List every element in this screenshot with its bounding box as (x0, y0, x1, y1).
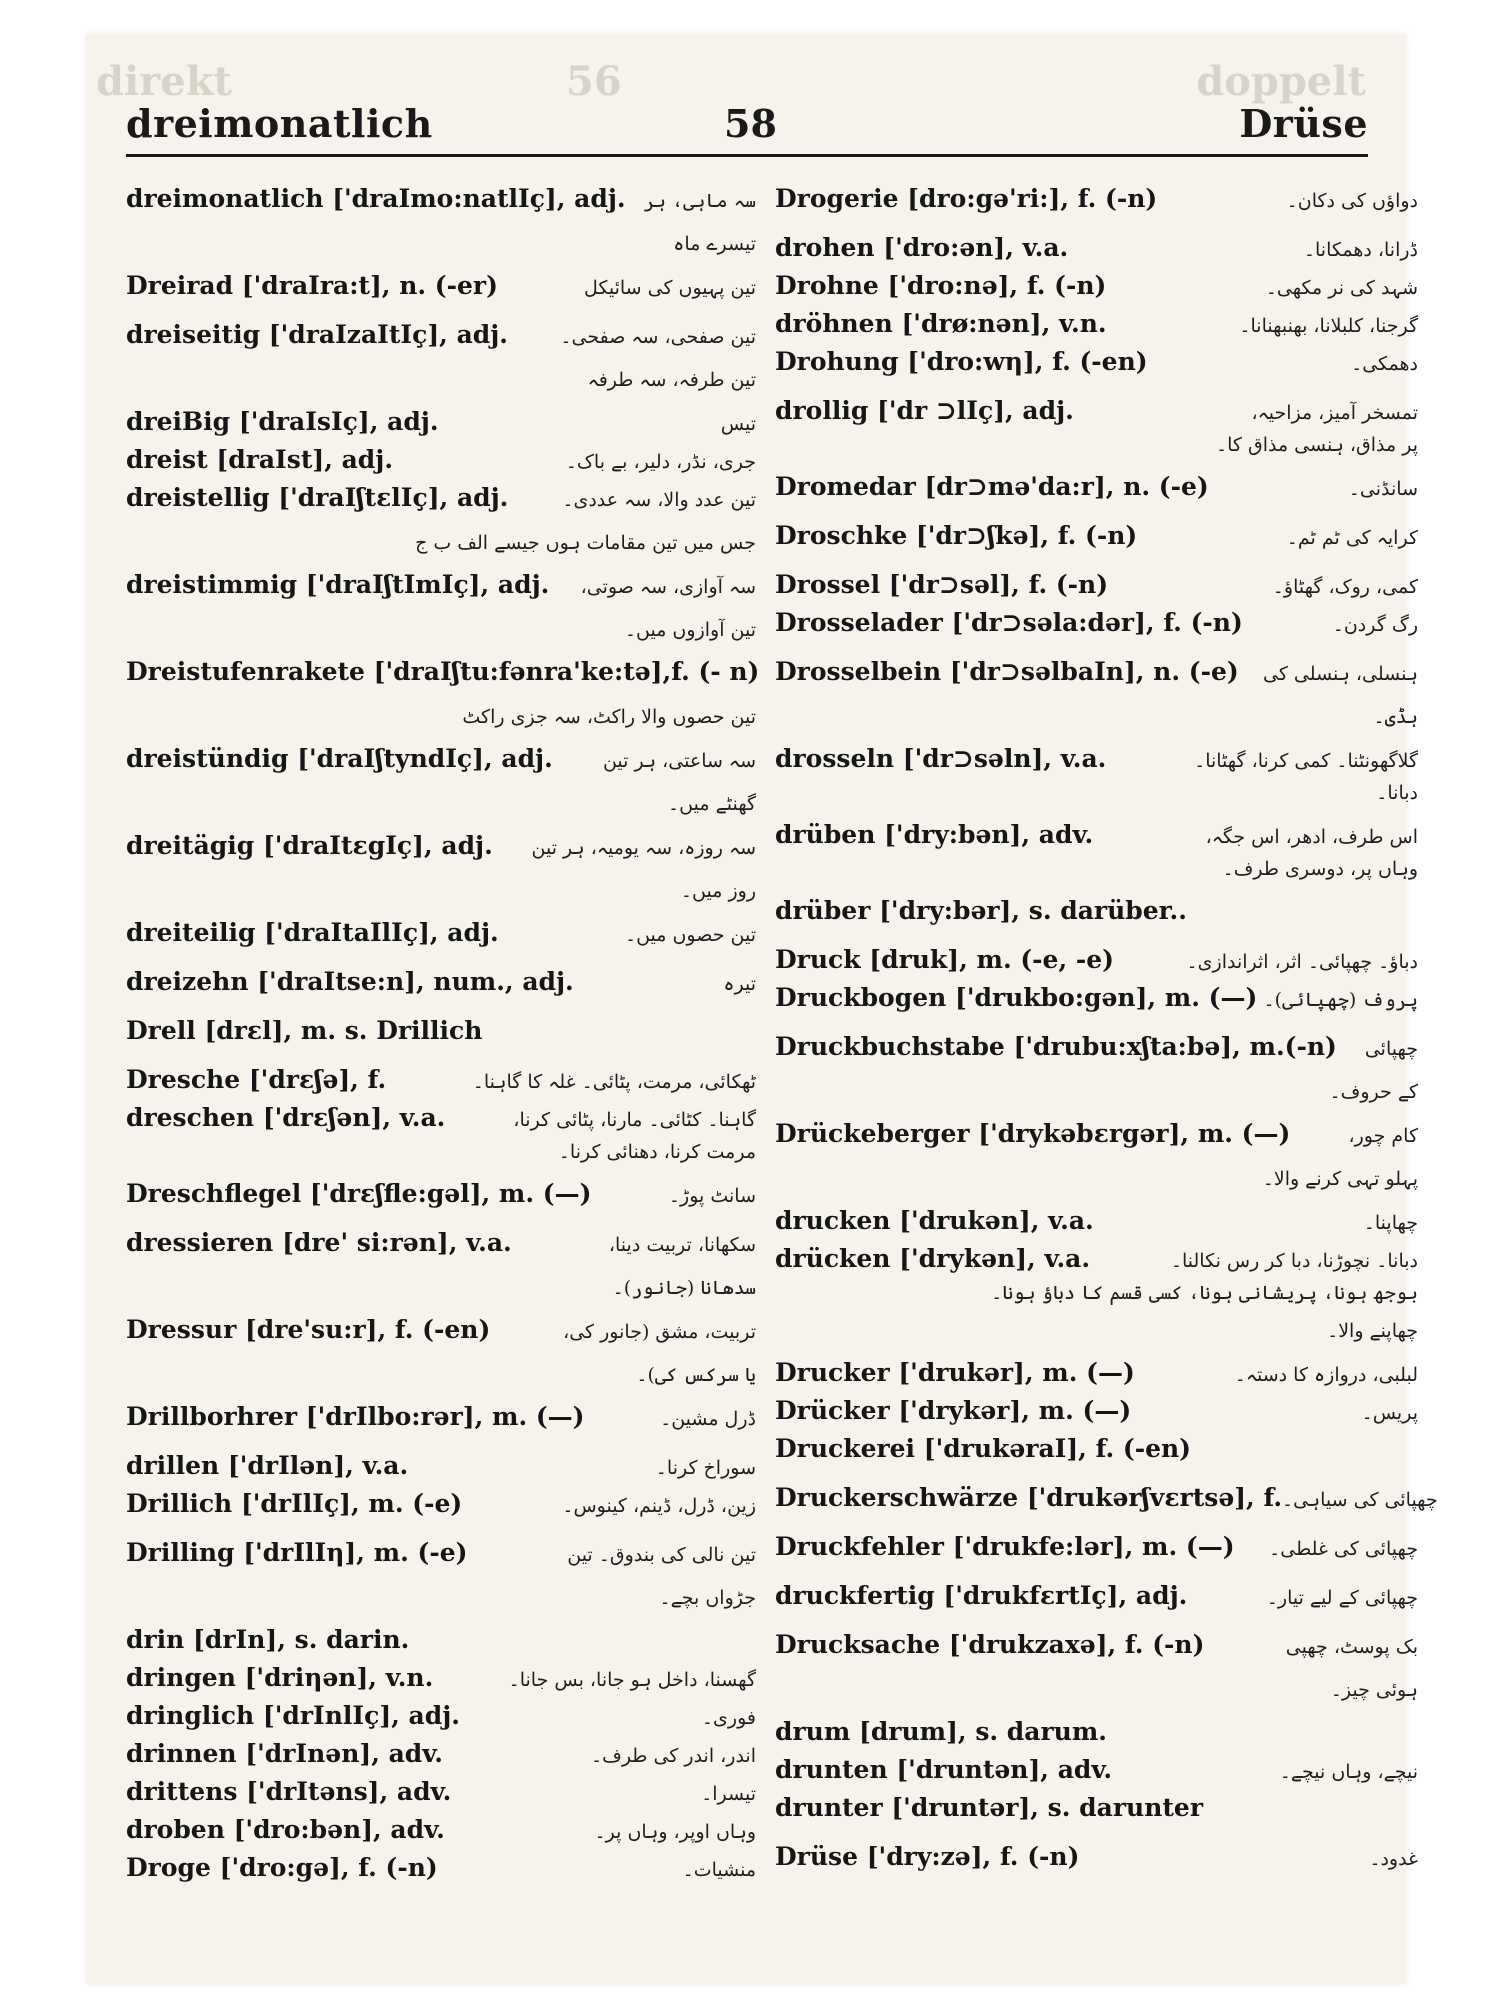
dictionary-entry (126, 744, 756, 793)
dictionary-entry (126, 1402, 756, 1451)
dictionary-entry (775, 1717, 1418, 1755)
dictionary-entry (775, 1244, 1418, 1282)
entry-translation: چھپائی کے لیے تیار۔ (1266, 1587, 1418, 1609)
entry-headword: Drosselbein ['dr⊃səlbaIn], n. (-e) (775, 657, 1239, 686)
dictionary-entry (775, 1581, 1418, 1630)
entry-headword: drinnen ['drInən], adv. (126, 1739, 444, 1768)
entry-translation: کرایہ کی ٹم ٹم۔ (1286, 527, 1418, 549)
entry-headword: Druckfehler ['drukfe:lər], m. (—) (775, 1532, 1235, 1561)
entry-translation: تین نالی کی بندوق۔ تین (567, 1544, 756, 1566)
guide-word-left: dreimonatlich (126, 101, 433, 146)
entry-headword: drin [drIn], s. darin. (126, 1625, 410, 1654)
entry-headword: drosseln ['dr⊃səln], v.a. (775, 744, 1107, 773)
dictionary-entry (775, 1842, 1418, 1880)
entry-translation: منشیات۔ (682, 1859, 756, 1881)
dictionary-entry (126, 967, 756, 1016)
entry-translation: سہ ماہی، ہر (643, 190, 756, 212)
entry-headword: Druckerschwärze ['drukərʃvεrtsə], f. (775, 1483, 1283, 1512)
dictionary-entry (775, 1358, 1418, 1396)
entry-translation: گرجنا، کلبلانا، بھنبھنانا۔ (1239, 315, 1418, 337)
entry-translation: وہاں اوپر، وہاں پر۔ (594, 1821, 756, 1843)
entry-translation: نیچے، وہاں نیچے۔ (1279, 1761, 1418, 1783)
entry-headword: Dresche ['drεʃə], f. (126, 1065, 387, 1094)
dictionary-entry (775, 472, 1418, 521)
dictionary-entry (775, 1630, 1418, 1679)
entry-headword: dreistellig ['draIʃtεlIç], adj. (126, 483, 509, 512)
dictionary-entry (775, 271, 1418, 309)
dictionary-entry (126, 1489, 756, 1538)
page-header (126, 92, 1368, 154)
entry-headword: drucken ['drukən], v.a. (775, 1206, 1094, 1235)
entry-translation-continued: پر مذاق، ہنسی مذاق کا۔ (1215, 434, 1418, 456)
entry-translation: چھپائی (1364, 1038, 1418, 1060)
dictionary-entry (126, 1315, 756, 1364)
entry-headword: dreitägig ['draItεgIç], adj. (126, 831, 493, 860)
entry-translation: تین صفحی، سہ صفحی۔ (560, 326, 756, 348)
entry-translation: ڈرانا، دھمکانا۔ (1303, 239, 1418, 261)
dictionary-entry (126, 483, 756, 532)
entry-headword: dressieren [dre' si:rən], v.a. (126, 1228, 512, 1257)
entry-translation: تربیت، مشق (جانور کی، (563, 1321, 756, 1343)
dictionary-entry (775, 896, 1418, 945)
dictionary-entry (775, 1532, 1418, 1581)
entry-translation-continued: یا سرکس کی)۔ (636, 1364, 756, 1386)
entry-translation: دھمکی۔ (1351, 353, 1418, 375)
page-number: 58 (724, 101, 777, 146)
entry-translation-continued: جس میں تین مقامات ہوں جیسے الف ب ج (415, 532, 756, 554)
entry-translation: فوری۔ (701, 1707, 756, 1729)
dictionary-entry (775, 521, 1418, 570)
entry-headword: dreimonatlich ['draImo:natlIç], adj. (126, 184, 626, 213)
entry-translation: سانڈنی۔ (1348, 478, 1418, 500)
dictionary-entry (126, 918, 756, 967)
entry-headword: Druckbogen ['drukbo:gən], m. (—) (775, 983, 1258, 1012)
entry-translation: تیرہ (723, 973, 756, 995)
entry-headword: dreistündig ['draIʃtyndIç], adj. (126, 744, 553, 773)
dictionary-entry (126, 320, 756, 369)
right-column (775, 184, 1438, 1880)
entry-headword: Druckerei ['drukəraI], f. (-en) (775, 1434, 1191, 1463)
entry-headword: dreiseitig ['draIzaItIç], adj. (126, 320, 509, 349)
entry-headword: Drucksache ['drukzaxə], f. (-n) (775, 1630, 1205, 1659)
entry-headword: Drogerie [dro:gə'ri:], f. (-n) (775, 184, 1158, 213)
entry-translation: پریس۔ (1361, 1402, 1418, 1424)
dictionary-entry (775, 657, 1418, 706)
entry-translation-continued: تیسرے ماہ (673, 233, 756, 255)
entry-translation-continued: تین حصوں والا راکٹ، سہ جزی راکٹ (462, 706, 756, 728)
entry-headword: drohen ['dro:ən], v.a. (775, 233, 1069, 262)
dictionary-entry (775, 1119, 1418, 1168)
dictionary-entry (126, 1663, 756, 1701)
dictionary-entry (126, 1701, 756, 1739)
dictionary-entry (775, 1396, 1418, 1434)
entry-headword: druckfertig ['drukfεrtIç], adj. (775, 1581, 1188, 1610)
dictionary-entry (126, 1538, 756, 1587)
dictionary-entry (775, 983, 1418, 1032)
bleed-through-left: direkt (96, 58, 232, 105)
dictionary-entry (775, 347, 1418, 396)
dictionary-entry (775, 396, 1418, 434)
dictionary-entry (775, 1434, 1418, 1483)
guide-word-right: Drüse (1239, 101, 1368, 146)
entry-translation: تین عدد والا، سہ عددی۔ (562, 489, 756, 511)
entry-translation: سانٹ پوڑ۔ (668, 1185, 756, 1207)
dictionary-entry (775, 608, 1418, 657)
entry-translation-continued: ہوئی چیز۔ (1330, 1679, 1418, 1701)
entry-translation: جری، نڈر، دلیر، بے باک۔ (565, 451, 756, 473)
dictionary-entry (126, 1103, 756, 1141)
entry-headword: Drucker ['drukər], m. (—) (775, 1358, 1135, 1387)
entry-translation: چھپائی کی غلطی۔ (1269, 1538, 1418, 1560)
entry-headword: Drüse ['dry:zə], f. (-n) (775, 1842, 1080, 1871)
entry-headword: Drosselader ['dr⊃səla:dər], f. (-n) (775, 608, 1243, 637)
entry-translation-continued: جڑواں بچے۔ (659, 1587, 756, 1609)
entry-translation: سہ ساعتی، ہر تین (602, 750, 756, 772)
entry-headword: dringen ['driηən], v.n. (126, 1663, 434, 1692)
dictionary-entry (126, 1853, 756, 1891)
entry-translation-continued: ہڈی۔ (1373, 706, 1418, 728)
entry-translation: سہ روزہ، سہ یومیہ، ہر تین (531, 837, 756, 859)
dictionary-entry (775, 184, 1418, 233)
entry-headword: drittens ['drItəns], adv. (126, 1777, 452, 1806)
entry-translation: دبانا۔ نچوڑنا، دبا کر رس نکالنا۔ (1170, 1250, 1418, 1272)
dictionary-entry (775, 1483, 1438, 1532)
dictionary-entry (126, 1815, 756, 1853)
entry-translation-continued: بوجھ ہونا، پریشانی ہونا، کسی قسم کا دباؤ ہونا۔ (991, 1282, 1418, 1304)
entry-headword: drücken ['drykən], v.a. (775, 1244, 1091, 1273)
entry-headword: Dressur [dre'su:r], f. (-en) (126, 1315, 491, 1344)
entry-headword: Drillborhrer ['drIlbo:rər], m. (—) (126, 1402, 585, 1431)
dictionary-entry (775, 744, 1418, 782)
entry-headword: drollig ['dr ⊃lIç], adj. (775, 396, 1074, 425)
dictionary-entry (126, 407, 756, 445)
entry-translation: کام چور، (1348, 1125, 1418, 1147)
dictionary-entry (775, 945, 1418, 983)
dictionary-entry (126, 657, 760, 706)
entry-translation: اس طرف، ادھر، اس جگہ، (1205, 826, 1418, 848)
dictionary-entry (126, 1179, 756, 1228)
entry-headword: Druck [druk], m. (-e, -e) (775, 945, 1114, 974)
entry-translation: چھپائی کی سیاہی۔ (1282, 1489, 1438, 1511)
entry-translation: گاہنا۔ کٹائی۔ مارنا، پٹائی کرنا، (513, 1109, 756, 1131)
entry-headword: Drohung ['dro:wη], f. (-en) (775, 347, 1148, 376)
entry-translation-continued: سدھانا (جانور)۔ (612, 1277, 756, 1299)
entry-headword: drillen ['drIlən], v.a. (126, 1451, 409, 1480)
entry-headword: dreizehn ['draItse:n], num., adj. (126, 967, 574, 996)
entry-translation: پروف (چھپائی)۔ (1263, 989, 1418, 1011)
entry-translation: رگ گردن۔ (1332, 614, 1418, 636)
dictionary-entry (126, 184, 756, 233)
entry-headword: drüber ['dry:bər], s. darüber.. (775, 896, 1187, 925)
entry-headword: dreistimmig ['draIʃtImIç], adj. (126, 570, 550, 599)
dictionary-entry (775, 233, 1418, 271)
dictionary-entry (775, 820, 1418, 858)
entry-translation: سکھانا، تربیت دینا، (608, 1234, 756, 1256)
entry-headword: dreiteilig ['draItaIlIç], adj. (126, 918, 499, 947)
entry-translation: لبلبی، دروازہ کا دستہ۔ (1234, 1364, 1418, 1386)
entry-headword: Drossel ['dr⊃səl], f. (-n) (775, 570, 1109, 599)
entry-translation-continued: کے حروف۔ (1329, 1081, 1418, 1103)
entry-headword: Droge ['dro:gə], f. (-n) (126, 1853, 438, 1882)
entry-translation-continued: پہلو تہی کرنے والا۔ (1262, 1168, 1418, 1190)
entry-translation-continued: چھاپنے والا۔ (1327, 1320, 1418, 1342)
dictionary-entry (775, 1793, 1418, 1842)
dictionary-entry (126, 1065, 756, 1103)
entry-translation: زین، ڈرل، ڈینم، کینوس۔ (562, 1495, 756, 1517)
dictionary-entry (126, 831, 756, 880)
left-column (126, 184, 760, 1891)
entry-headword: Drillich ['drIlIç], m. (-e) (126, 1489, 463, 1518)
entry-headword: drunten ['druntən], adv. (775, 1755, 1113, 1784)
entry-headword: dreist [draIst], adj. (126, 445, 394, 474)
entry-headword: dreiBig ['draIsIç], adj. (126, 407, 439, 436)
dictionary-entry (126, 445, 756, 483)
entry-headword: Droschke ['dr⊃ʃkə], f. (-n) (775, 521, 1138, 550)
entry-headword: drüben ['dry:bən], adv. (775, 820, 1094, 849)
dictionary-entry (126, 1777, 756, 1815)
entry-translation: تمسخر آمیز، مزاحیہ، (1251, 402, 1418, 424)
entry-headword: Drell [drεl], m. s. Drillich (126, 1016, 483, 1045)
entry-translation: گلاگھونٹنا۔ کمی کرنا، گھٹانا۔ (1194, 750, 1418, 772)
entry-headword: Dromedar [dr⊃mə'da:r], n. (-e) (775, 472, 1209, 501)
entry-translation: اندر، اندر کی طرف۔ (591, 1745, 756, 1767)
dictionary-entry (126, 1739, 756, 1777)
entry-translation: تیسرا۔ (701, 1783, 756, 1805)
entry-headword: Dreistufenrakete ['draIʃtu:fənra'ke:tə],f. (- n) (126, 657, 760, 686)
dictionary-entry (775, 1032, 1418, 1081)
dictionary-entry (126, 1016, 756, 1065)
entry-translation-continued: وہاں پر، دوسری طرف۔ (1222, 858, 1418, 880)
entry-translation: چھاپنا۔ (1363, 1212, 1418, 1234)
entry-translation: سوراخ کرنا۔ (655, 1457, 756, 1479)
entry-headword: dröhnen ['drø:nən], v.n. (775, 309, 1107, 338)
entry-headword: Druckbuchstabe ['drubu:xʃta:bə], m.(-n) (775, 1032, 1337, 1061)
entry-translation: سہ آوازی، سہ صوتی، (580, 576, 756, 598)
entry-headword: Dreirad ['draIra:t], n. (-er) (126, 271, 498, 300)
entry-translation: غدود۔ (1369, 1848, 1418, 1870)
dictionary-entry (126, 1625, 756, 1663)
entry-translation-continued: تین طرفہ، سہ طرفہ (587, 369, 756, 391)
bleed-through-right: doppelt (1196, 58, 1366, 105)
dictionary-entry (775, 309, 1418, 347)
entry-translation-continued: تین آوازوں میں۔ (624, 619, 756, 641)
dictionary-page (86, 34, 1438, 1984)
entry-translation: تین حصوں میں۔ (624, 924, 756, 946)
entry-translation: ٹھکائی، مرمت، پٹائی۔ غلہ کا گاہنا۔ (472, 1071, 756, 1093)
header-rule (126, 154, 1368, 157)
entry-translation: شہد کی نر مکھی۔ (1265, 277, 1418, 299)
dictionary-entry (126, 1451, 756, 1489)
entry-translation-continued: گھنٹے میں۔ (668, 793, 756, 815)
dictionary-entry (775, 570, 1418, 608)
entry-translation-continued: روز میں۔ (680, 880, 756, 902)
entry-translation: تیس (720, 413, 756, 435)
entry-headword: dreschen ['drεʃən], v.a. (126, 1103, 446, 1132)
entry-headword: drum [drum], s. darum. (775, 1717, 1107, 1746)
entry-translation: ہنسلی، ہنسلی کی (1263, 663, 1418, 685)
entry-headword: Dreschflegel ['drεʃfle:gəl], m. (—) (126, 1179, 592, 1208)
bleed-through-center: 56 (566, 58, 622, 105)
entry-translation: کمی، روک، گھٹاؤ۔ (1272, 576, 1418, 598)
entry-translation-continued: دبانا۔ (1376, 782, 1418, 804)
entry-headword: Drohne ['dro:nə], f. (-n) (775, 271, 1107, 300)
dictionary-entry (126, 1228, 756, 1277)
entry-translation-continued: مرمت کرنا، دھنائی کرنا۔ (558, 1141, 756, 1163)
entry-translation: ڈرل مشین۔ (660, 1408, 756, 1430)
entry-headword: droben ['dro:bən], adv. (126, 1815, 445, 1844)
entry-translation: گھسنا، داخل ہو جانا، بس جانا۔ (508, 1669, 756, 1691)
entry-headword: Drückeberger ['drykəbεrgər], m. (—) (775, 1119, 1291, 1148)
dictionary-entry (775, 1755, 1418, 1793)
entry-translation: تین پہیوں کی سائیکل (583, 277, 756, 299)
entry-headword: Drilling ['drIlIη], m. (-e) (126, 1538, 468, 1567)
entry-translation: دواؤں کی دکان۔ (1286, 190, 1418, 212)
dictionary-entry (775, 1206, 1418, 1244)
entry-headword: dringlich ['drInlIç], adj. (126, 1701, 460, 1730)
dictionary-entry (126, 271, 756, 320)
entry-headword: Drücker ['drykər], m. (—) (775, 1396, 1132, 1425)
entry-headword: drunter ['druntər], s. darunter (775, 1793, 1203, 1822)
dictionary-entry (126, 570, 756, 619)
entry-translation: بک پوسٹ، چھپی (1285, 1636, 1418, 1658)
entry-translation: دباؤ۔ چھپائی۔ اثر، اثراندازی۔ (1186, 951, 1418, 973)
